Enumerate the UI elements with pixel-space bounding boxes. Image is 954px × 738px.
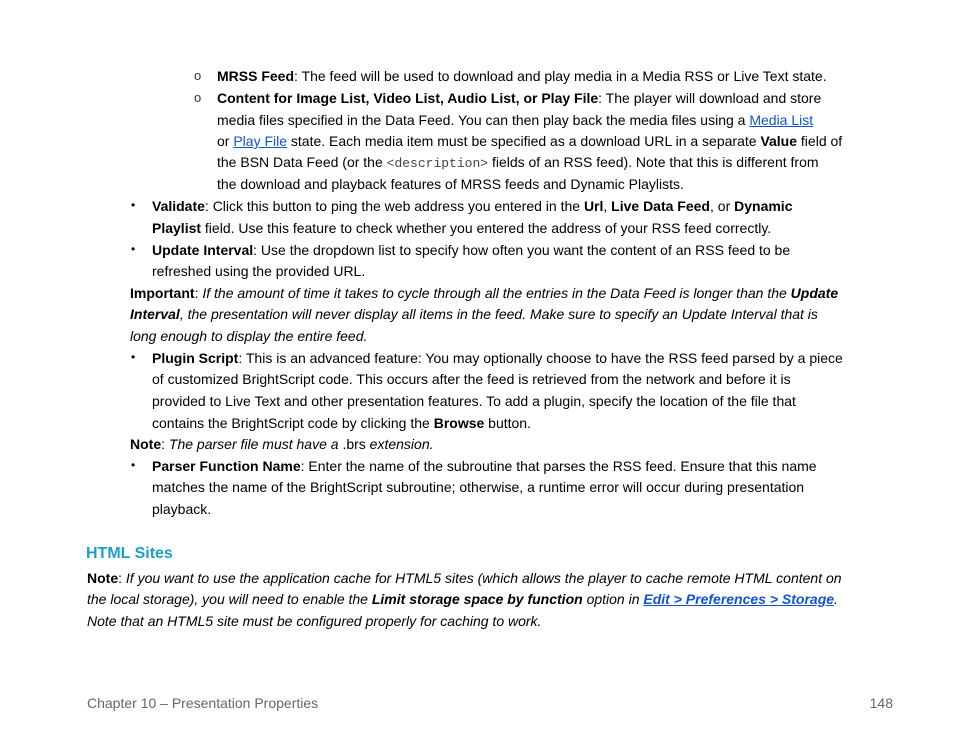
important-line3 <box>130 327 367 345</box>
update-interval-line1 <box>152 241 790 259</box>
play-file-link[interactable]: Play File <box>233 133 288 149</box>
plugin-script-term: Plugin Script <box>152 350 239 366</box>
html-note-line2-pre: the local storage), you will need to enable the <box>87 591 372 607</box>
playlist-term: Playlist <box>152 220 202 236</box>
dynamic-term: Dynamic <box>734 198 793 214</box>
content-list-item-line4 <box>217 153 819 173</box>
plugin-script-line4-pre: contains the BrightScript code by clicking the <box>152 415 434 431</box>
period: . <box>834 591 838 607</box>
parser-function-line2: matches the name of the BrightScript subroutine; otherwise, a runtime error will occur during presentation <box>152 479 805 495</box>
html-note-line2-mid: option in <box>582 591 644 607</box>
important-line1 <box>130 284 838 302</box>
html-note-line2 <box>87 590 838 608</box>
validate-item-line1 <box>152 197 792 215</box>
footer-chapter: Chapter 10 – Presentation Properties <box>87 695 319 711</box>
note-text: The parser file must have a <box>168 436 343 452</box>
validate-text: : Click this button to ping the web address you entered in the <box>204 198 584 214</box>
content-list-item-line1 <box>217 89 821 107</box>
parser-function-term: Parser Function Name <box>152 458 301 474</box>
html-note-line3 <box>87 612 541 630</box>
description-code: <description> <box>386 156 489 171</box>
parser-note <box>130 435 434 453</box>
content-list-text: : The player will download and store <box>598 90 822 106</box>
html-note-line1 <box>87 569 842 587</box>
parser-function-line1 <box>152 457 817 475</box>
content-list-line3-mid: state. Each media item must be specified as a download URL in a separate <box>287 133 761 149</box>
bullet-marker: • <box>131 458 136 472</box>
plugin-script-line2: of customized BrightScript code. This occurs after the feed is retrieved from the network and before it is <box>152 371 791 387</box>
update-interval-line2: refreshed using the provided URL. <box>152 263 366 279</box>
interval-term: Interval <box>130 306 180 322</box>
bullet-marker: • <box>131 242 136 256</box>
note-label: Note <box>130 436 162 452</box>
sub-bullet-marker: o <box>194 90 202 105</box>
validate-term: Validate <box>152 198 205 214</box>
bullet-marker: • <box>131 198 136 212</box>
content-list-item-line3 <box>217 132 842 150</box>
colon: : <box>194 285 203 301</box>
sub-bullet-marker: o <box>194 68 202 83</box>
content-list-line4-pre: the BSN Data Feed (or the <box>217 154 387 170</box>
html-note-text: If you want to use the application cache for HTML5 sites (which allows the player to cache remote HTML content on <box>125 570 842 586</box>
important-text: If the amount of time it takes to cycle through all the entries in the Data Feed is longer than the <box>202 285 791 301</box>
brs-extension: .brs <box>342 436 366 452</box>
update-term: Update <box>790 285 839 301</box>
colon: : <box>161 436 169 452</box>
note-label: Note <box>87 570 119 586</box>
url-term: Url <box>583 198 604 214</box>
mrss-feed-text: : The feed will be used to download and play media in a Media RSS or Live Text state. <box>294 68 827 84</box>
preferences-storage-link[interactable]: Edit > Preferences > Storage <box>643 591 835 607</box>
important-line2 <box>130 305 818 323</box>
bullet-marker: • <box>131 350 136 364</box>
content-list-line3-pre: or <box>217 133 234 149</box>
content-list-line4-post: fields of an RSS feed). Note that this is different from <box>488 154 819 170</box>
parser-function-text: : Enter the name of the subroutine that parses the RSS feed. Ensure that this name <box>300 458 817 474</box>
plugin-script-line3: provided to Live Text and other presentation features. To add a plugin, specify the location of the file that <box>152 393 796 409</box>
content-list-item-line5: the download and playback features of MRSS feeds and Dynamic Playlists. <box>217 176 684 192</box>
plugin-script-line1 <box>152 349 843 367</box>
section-heading: HTML Sites <box>86 545 173 562</box>
update-interval-term: Update Interval <box>152 242 254 258</box>
media-list-link[interactable]: Media List <box>749 112 814 128</box>
footer-page-number: 148 <box>869 695 893 711</box>
mrss-feed-term: MRSS Feed <box>217 68 295 84</box>
mrss-feed-item <box>217 67 827 85</box>
note-text-b: extension. <box>365 436 434 452</box>
browse-term: Browse <box>433 415 485 431</box>
content-list-line3-post: field of <box>797 133 843 149</box>
value-term: Value <box>760 133 798 149</box>
limit-storage-term: Limit storage space by function <box>371 591 583 607</box>
important-text-2: , the presentation will never display all items in the feed. Make sure to specify an Update Interval that is <box>179 306 818 322</box>
parser-function-line3: playback. <box>152 501 212 517</box>
content-list-line2-text: media files specified in the Data Feed. You can then play back the media files using a <box>217 112 750 128</box>
comma: , <box>603 198 612 214</box>
or-text: , or <box>710 198 735 214</box>
plugin-script-line4-post: button. <box>484 415 531 431</box>
colon: : <box>118 570 126 586</box>
html-note-text-3: Note that an HTML5 site must be configured properly for caching to work. <box>87 613 542 629</box>
live-data-feed-term: Live Data Feed <box>611 198 710 214</box>
important-label: Important <box>130 285 195 301</box>
plugin-script-line4 <box>152 414 531 432</box>
important-text-3: long enough to display the entire feed. <box>130 328 368 344</box>
validate-item-line2 <box>152 219 771 237</box>
content-list-term: Content for Image List, Video List, Audio List, or Play File <box>217 90 599 106</box>
validate-text-b: field. Use this feature to check whether you entered the address of your RSS feed correctly. <box>201 220 772 236</box>
plugin-script-text: : This is an advanced feature: You may optionally choose to have the RSS feed parsed by a piece <box>238 350 843 366</box>
content-list-item-line2 <box>217 111 813 129</box>
update-interval-text: : Use the dropdown list to specify how often you want the content of an RSS feed to be <box>253 242 791 258</box>
